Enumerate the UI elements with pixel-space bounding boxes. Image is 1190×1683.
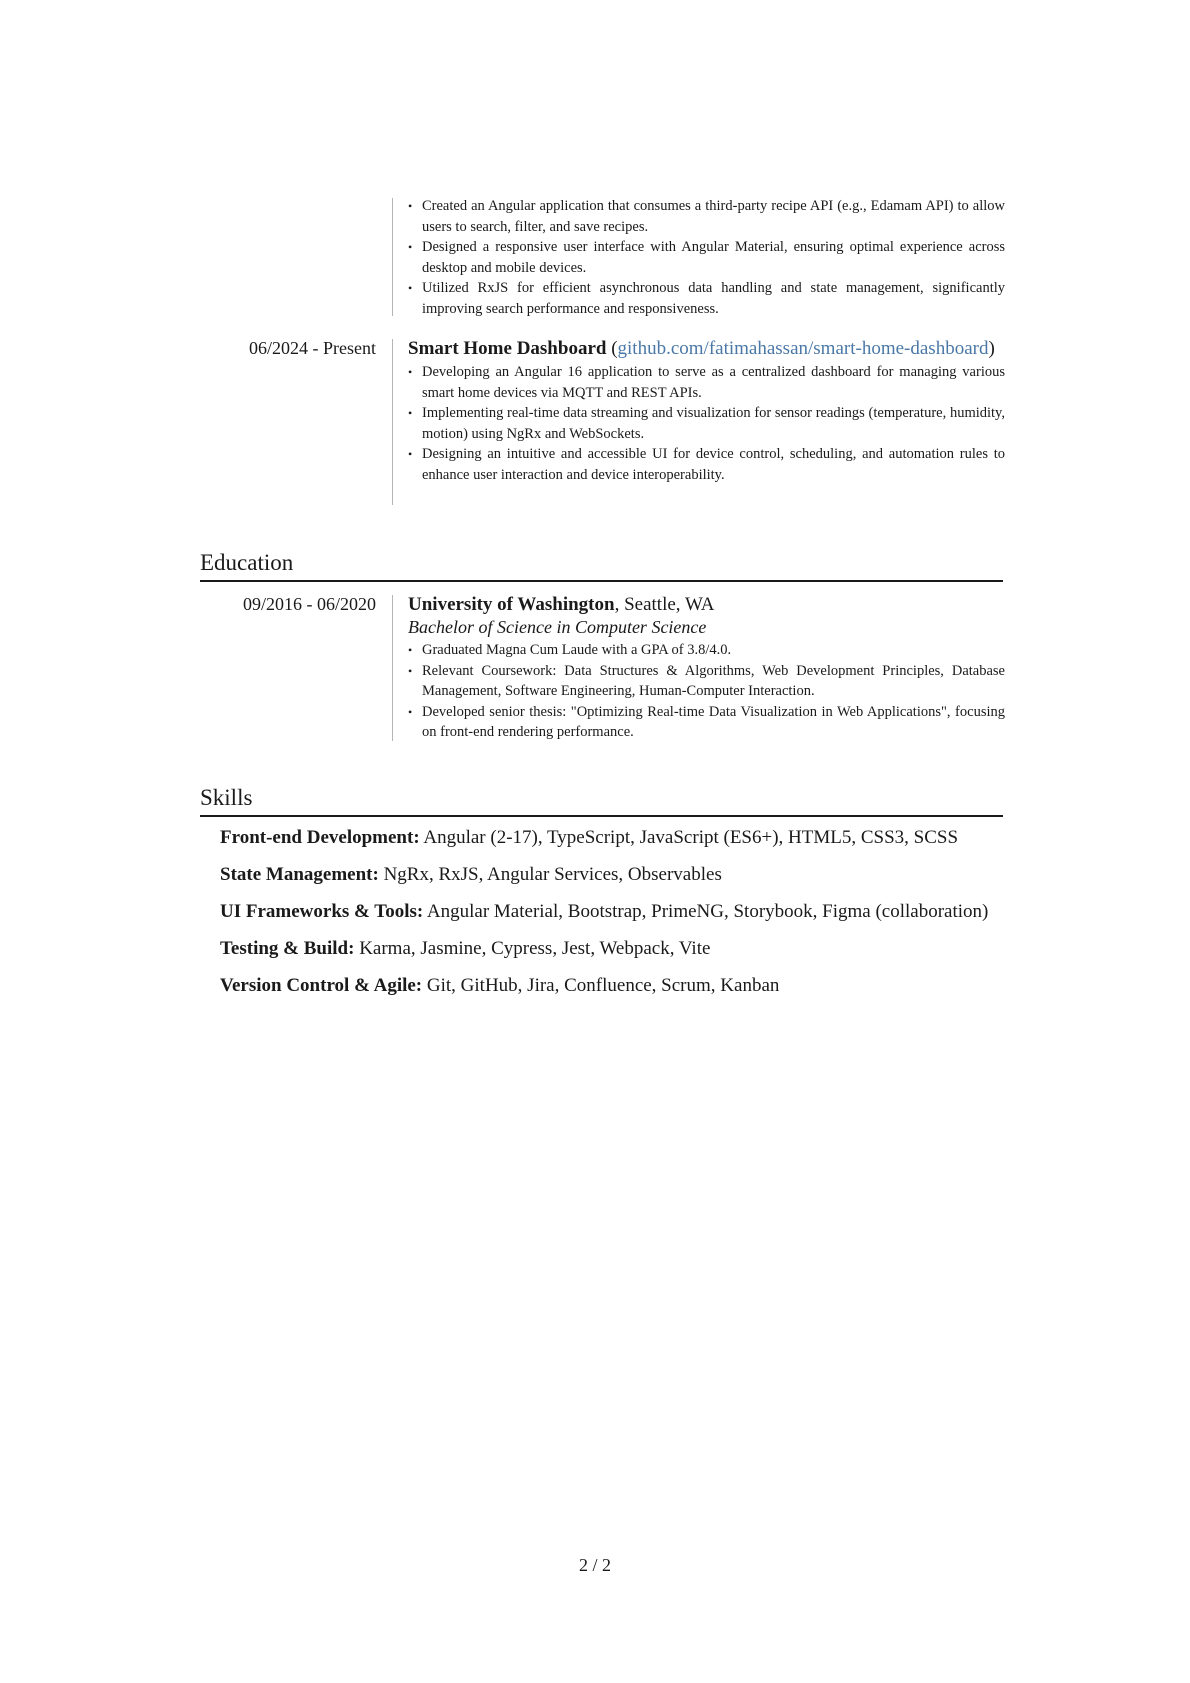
page-number: 2 / 2 xyxy=(578,1555,611,1575)
skills-list xyxy=(220,826,1003,1011)
section-heading: Education xyxy=(200,550,294,575)
skill-value: Angular (2-17), TypeScript, JavaScript (ES6+), HTML5, CSS3, SCSS xyxy=(419,827,959,848)
bullet-item: • Relevant Coursework: Data Structures & Algorithms, Web Development Principles, Database Management, Software Engineering, Human-Computer Interaction. xyxy=(408,661,1005,702)
skill-value: Git, GitHub, Jira, Confluence, Scrum, Kanban xyxy=(422,975,780,996)
education-content xyxy=(408,593,1005,743)
skill-row xyxy=(220,826,1003,849)
bullet-item: • Utilized RxJS for efficient asynchronous data handling and state management, significantly improving search performance and responsiveness. xyxy=(408,278,1005,319)
skill-row xyxy=(220,863,1003,886)
entry-divider xyxy=(392,198,393,316)
bullet-item: • Graduated Magna Cum Laude with a GPA of 3.8/4.0. xyxy=(408,640,1005,661)
skill-label: Testing & Build: xyxy=(220,938,355,959)
project-entry-recipe xyxy=(200,196,1003,316)
degree: Bachelor of Science in Computer Science xyxy=(408,617,707,637)
skill-row xyxy=(220,900,1003,923)
skill-row xyxy=(220,937,1003,960)
entry-divider xyxy=(392,595,393,741)
project-bullets xyxy=(408,362,1005,485)
skill-value: Angular Material, Bootstrap, PrimeNG, Storybook, Figma (collaboration) xyxy=(423,901,989,922)
education-title-line xyxy=(408,593,1005,616)
project-link[interactable]: github.com/fatimahassan/smart-home-dashboard xyxy=(617,338,989,359)
project-title-line: Smart Home Dashboard (github.com/fatimahassan/smart-home-dashboard) xyxy=(408,338,995,359)
education-entry xyxy=(200,593,1003,741)
skill-value: Karma, Jasmine, Cypress, Jest, Webpack, Vite xyxy=(354,938,711,959)
bullet-item: • Implementing real-time data streaming and visualization for sensor readings (temperature, humidity, motion) using NgRx and WebSockets. xyxy=(408,403,1005,444)
section-rule xyxy=(200,815,1003,817)
project-title: Smart Home Dashboard xyxy=(408,338,607,359)
bullet-item: • Created an Angular application that consumes a third-party recipe API (e.g., Edamam API) to allow users to search, filter, and save recipes. xyxy=(408,196,1005,237)
skill-value: NgRx, RxJS, Angular Services, Observables xyxy=(378,864,722,885)
bullet-item: • Designing an intuitive and accessible UI for device control, scheduling, and automation rules to enhance user interaction and device interoperability. xyxy=(408,444,1005,485)
section-skills xyxy=(200,784,1003,817)
project-bullets xyxy=(408,196,1005,319)
project-entry-smart-home xyxy=(200,337,1003,505)
school-location: , Seattle, WA xyxy=(614,594,715,615)
section-rule xyxy=(200,580,1003,582)
skill-label: Version Control & Agile: xyxy=(220,975,423,996)
section-education xyxy=(200,549,1003,582)
project-content xyxy=(408,337,1005,485)
skill-label: Front-end Development: xyxy=(220,827,420,848)
school-name: University of Washington xyxy=(408,594,615,615)
entry-divider xyxy=(392,339,393,505)
education-date: 09/2016 - 06/2020 xyxy=(243,594,376,614)
skill-label: State Management: xyxy=(220,864,379,885)
education-bullets xyxy=(408,640,1005,743)
bullet-item: • Designed a responsive user interface with Angular Material, ensuring optimal experience across desktop and mobile devices. xyxy=(408,237,1005,278)
bullet-item: • Developing an Angular 16 application to serve as a centralized dashboard for managing various smart home devices via MQTT and REST APIs. xyxy=(408,362,1005,403)
skill-label: UI Frameworks & Tools: xyxy=(220,901,424,922)
project-date: 06/2024 - Present xyxy=(249,338,376,358)
bullet-item: • Developed senior thesis: "Optimizing Real-time Data Visualization in Web Applications", focusing on front-end rendering performance. xyxy=(408,702,1005,743)
skill-row xyxy=(220,974,1003,997)
project-content xyxy=(408,196,1005,319)
section-heading: Skills xyxy=(200,785,253,810)
